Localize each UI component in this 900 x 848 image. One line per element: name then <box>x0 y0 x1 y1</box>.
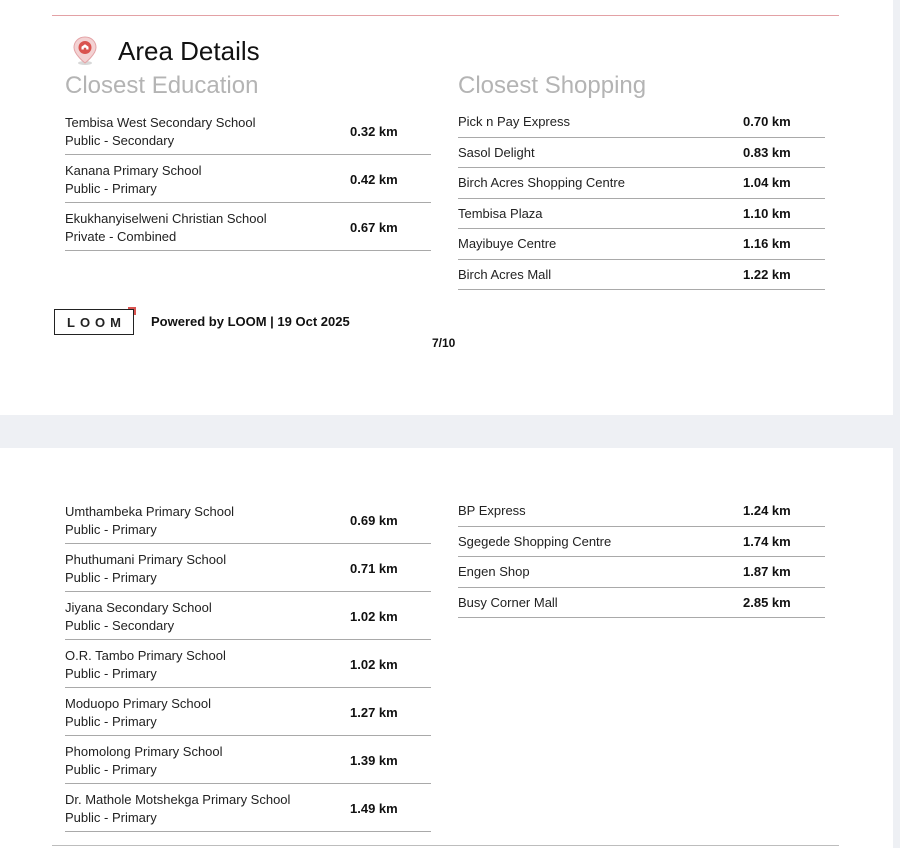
area-header <box>72 36 260 66</box>
school-type: Public - Secondary <box>65 133 175 148</box>
school-name: Phuthumani Primary School <box>65 552 227 567</box>
school-type: Public - Primary <box>65 666 157 681</box>
school-name: Kanana Primary School <box>65 163 202 178</box>
shop-name: Birch Acres Shopping Centre <box>458 175 625 190</box>
shop-distance: 1.87 km <box>743 564 791 579</box>
shopping-row <box>458 557 825 588</box>
top-divider <box>52 15 839 16</box>
education-row <box>65 640 431 688</box>
bottom-divider <box>52 845 839 846</box>
education-row <box>65 496 431 544</box>
school-name: Moduopo Primary School <box>65 696 211 711</box>
school-name: Jiyana Secondary School <box>65 600 212 615</box>
shop-name: Mayibuye Centre <box>458 236 557 251</box>
school-name: O.R. Tambo Primary School <box>65 648 226 663</box>
shop-name: Pick n Pay Express <box>458 114 570 129</box>
powered-by-text: Powered by LOOM | 19 Oct 2025 <box>151 314 350 329</box>
shopping-list <box>458 107 825 290</box>
document-page <box>0 0 893 415</box>
school-distance: 1.39 km <box>350 753 398 768</box>
school-distance: 0.32 km <box>350 124 398 139</box>
school-distance: 0.71 km <box>350 561 398 576</box>
education-row <box>65 203 431 251</box>
education-row <box>65 155 431 203</box>
shop-distance: 0.83 km <box>743 144 791 160</box>
education-row <box>65 784 431 832</box>
shopping-row <box>458 138 825 169</box>
school-distance: 1.02 km <box>350 609 398 624</box>
shop-distance: 1.24 km <box>743 503 791 518</box>
education-row <box>65 544 431 592</box>
page-number: 7/10 <box>432 336 456 350</box>
school-type: Private - Combined <box>65 229 177 244</box>
school-name: Dr. Mathole Motshekga Primary School <box>65 792 291 807</box>
education-row <box>65 688 431 736</box>
shop-distance: 2.85 km <box>743 594 791 610</box>
shopping-row <box>458 527 825 558</box>
education-row <box>65 736 431 784</box>
school-name: Tembisa West Secondary School <box>65 115 256 130</box>
shop-distance: 1.22 km <box>743 266 791 282</box>
school-name: Phomolong Primary School <box>65 744 223 759</box>
school-type: Public - Primary <box>65 810 157 825</box>
shop-name: Sasol Delight <box>458 144 535 160</box>
school-distance: 1.27 km <box>350 705 398 720</box>
school-name: Umthambeka Primary School <box>65 504 235 519</box>
shop-distance: 1.74 km <box>743 533 791 549</box>
shop-name: Engen Shop <box>458 564 530 579</box>
shopping-row <box>458 260 825 291</box>
education-row <box>65 107 431 155</box>
location-pin-icon <box>72 36 98 66</box>
school-type: Public - Primary <box>65 181 157 196</box>
shop-name: Busy Corner Mall <box>458 594 558 610</box>
shopping-row <box>458 229 825 260</box>
education-section-title: Closest Education <box>65 72 259 99</box>
school-type: Public - Secondary <box>65 618 175 633</box>
shop-distance: 0.70 km <box>743 114 791 129</box>
shopping-row <box>458 496 825 527</box>
page-title: Area Details <box>118 36 260 66</box>
shop-name: Tembisa Plaza <box>458 205 543 221</box>
school-type: Public - Primary <box>65 570 157 585</box>
school-type: Public - Primary <box>65 714 157 729</box>
shopping-list <box>458 496 825 618</box>
shop-name: Sgegede Shopping Centre <box>458 533 612 549</box>
logo-corner-mark <box>128 307 136 315</box>
shopping-row <box>458 588 825 619</box>
school-distance: 0.69 km <box>350 513 398 528</box>
school-distance: 0.42 km <box>350 172 398 187</box>
document-page <box>0 448 893 848</box>
shop-name: Birch Acres Mall <box>458 266 552 282</box>
shop-distance: 1.10 km <box>743 205 791 221</box>
shop-distance: 1.16 km <box>743 236 791 251</box>
school-type: Public - Primary <box>65 522 157 537</box>
education-row <box>65 592 431 640</box>
shopping-row <box>458 199 825 230</box>
shop-name: BP Express <box>458 503 526 518</box>
education-list <box>65 496 431 832</box>
education-list <box>65 107 431 251</box>
school-type: Public - Primary <box>65 762 157 777</box>
school-distance: 0.67 km <box>350 220 398 235</box>
school-distance: 1.49 km <box>350 801 398 816</box>
shop-distance: 1.04 km <box>743 175 791 190</box>
shopping-row <box>458 107 825 138</box>
shopping-row <box>458 168 825 199</box>
school-name: Ekukhanyiselweni Christian School <box>65 211 267 226</box>
shopping-section-title: Closest Shopping <box>458 72 647 99</box>
loom-logo <box>54 309 134 335</box>
logo-text: LOOM <box>67 314 126 330</box>
school-distance: 1.02 km <box>350 657 398 672</box>
